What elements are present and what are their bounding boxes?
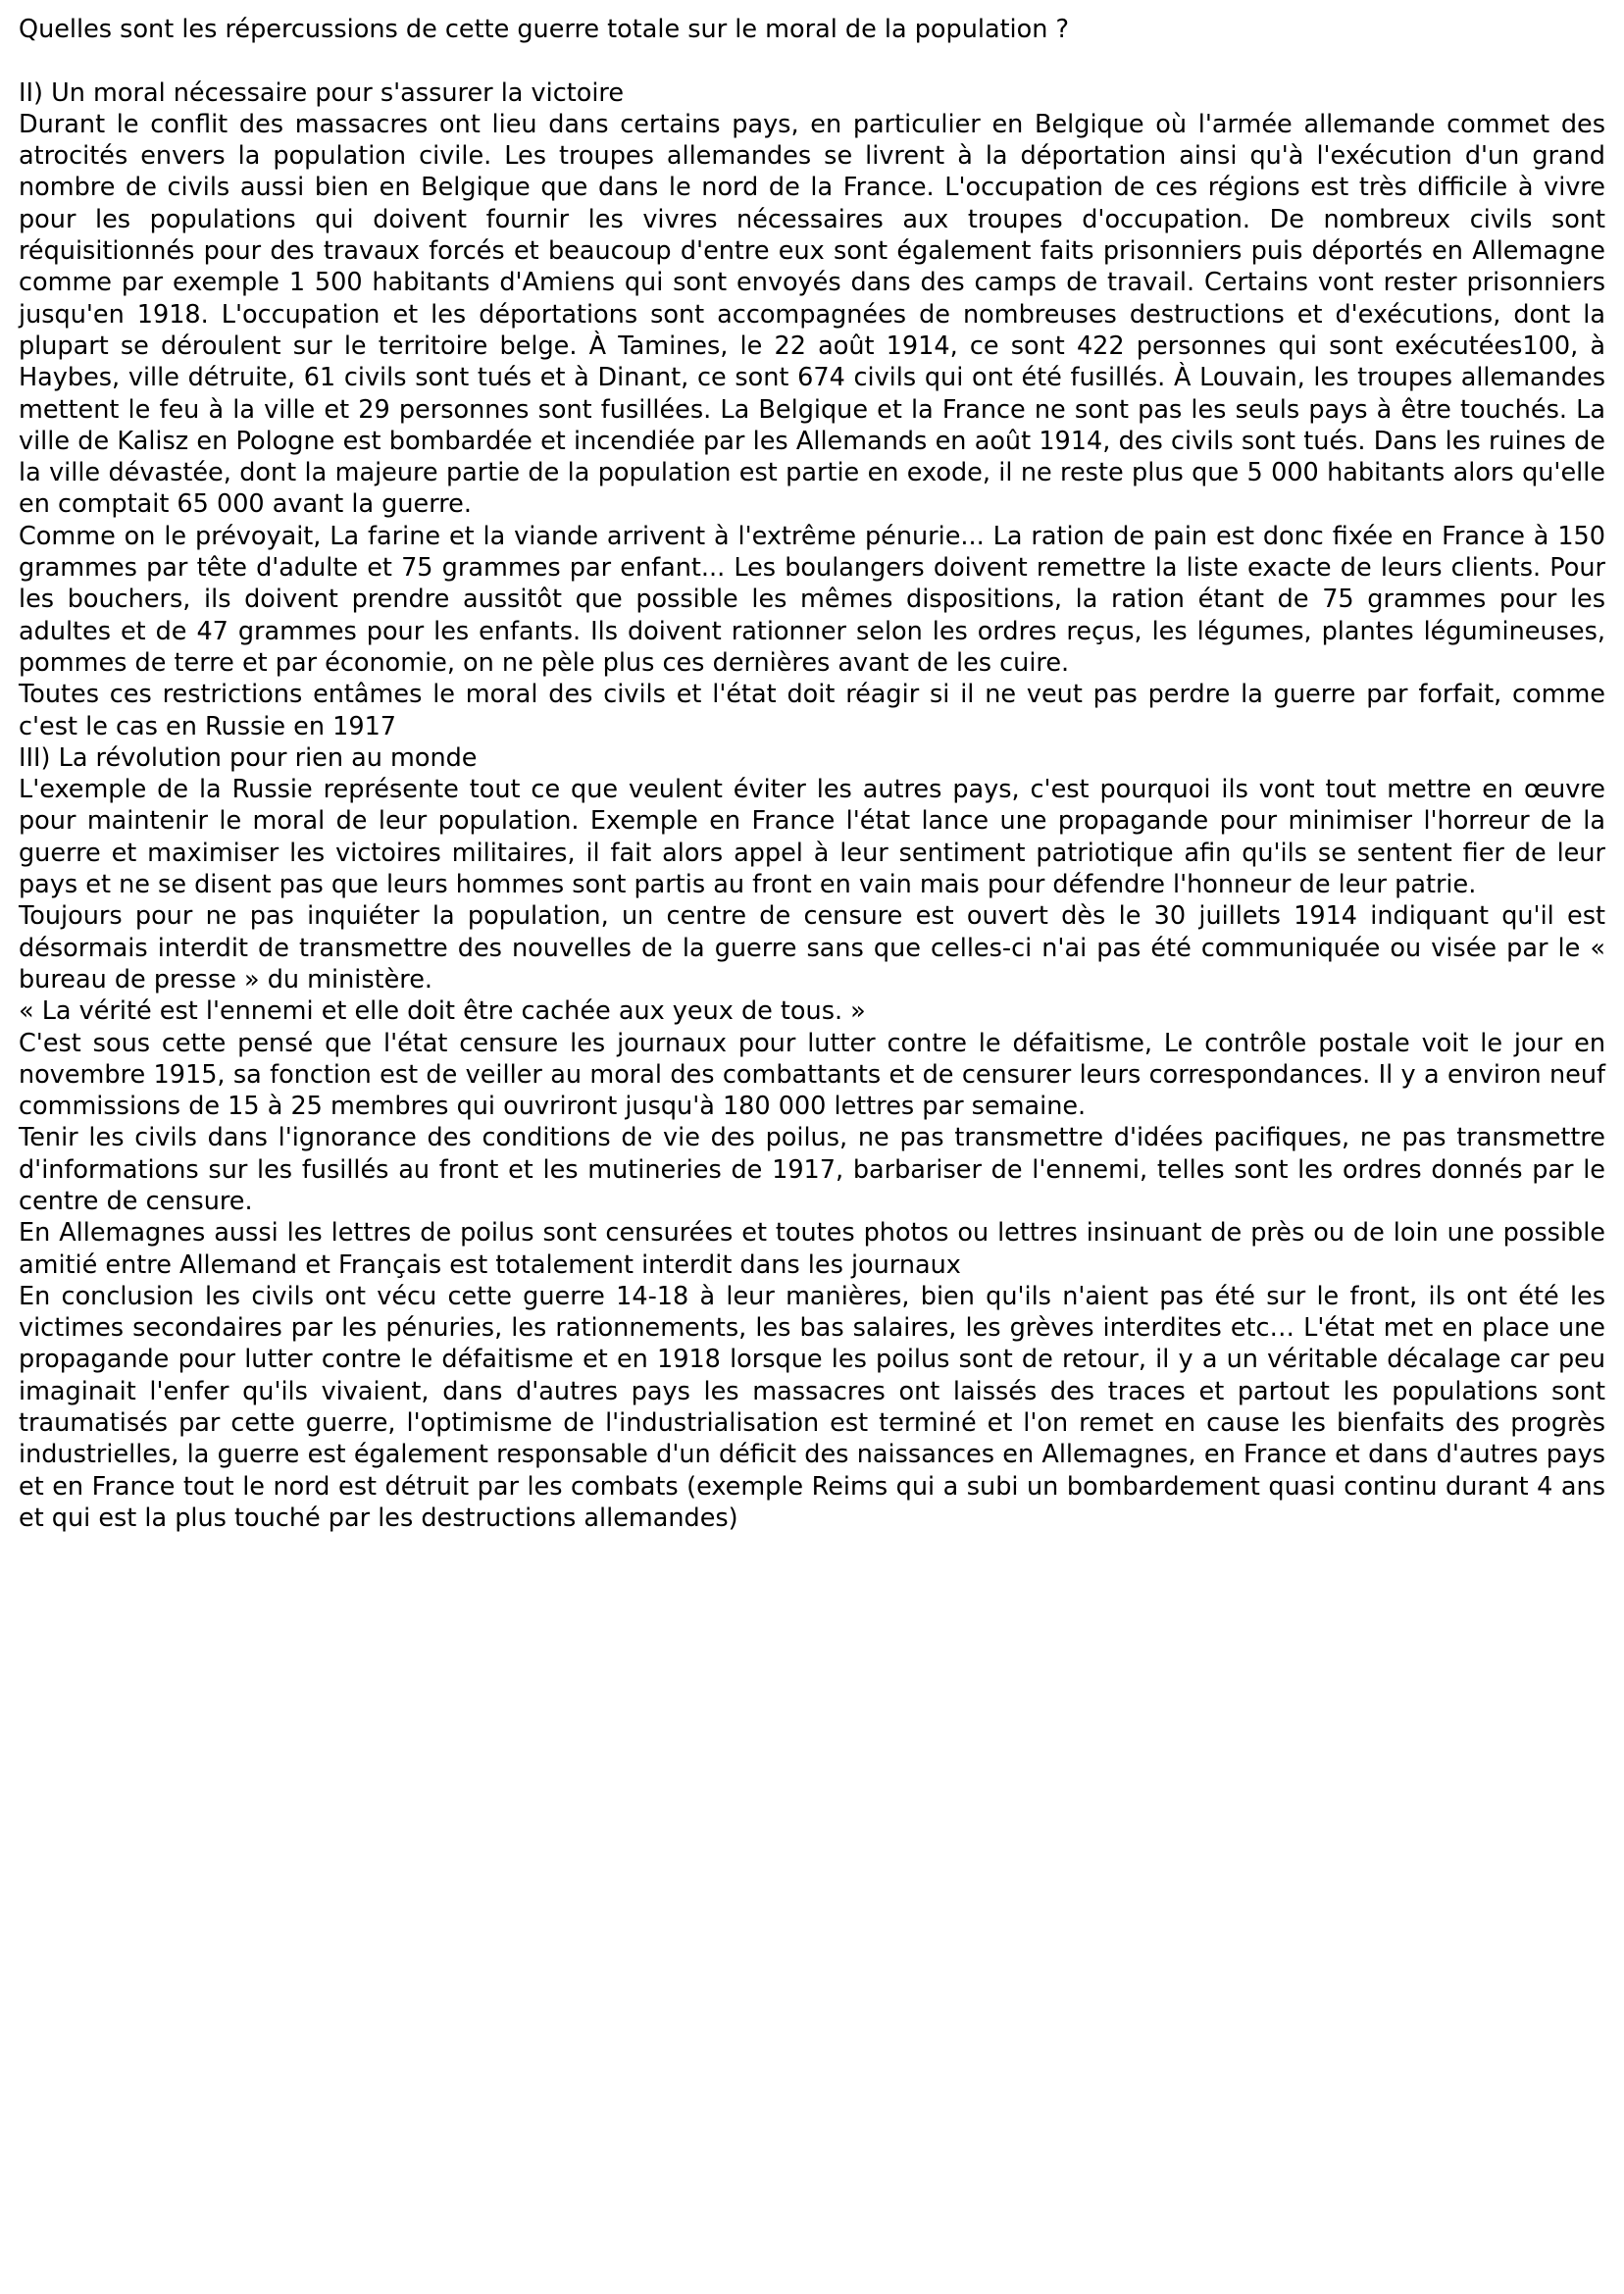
paragraph-restrictions: Toutes ces restrictions entâmes le moral des civils et l'état doit réagir si il ne veut pas perdre la guerre par forfait, comme c'est le cas en Russie en 1917 bbox=[19, 680, 1605, 741]
paragraph-censorship-orders: Tenir les civils dans l'ignorance des conditions de vie des poilus, ne pas transmettre d'idées pacifiques, ne pas transmettre d'informations sur les fusillés au front et les mutineries de 1917, barbariser de l'ennemi, telles sont les ordres donnés par le centre de censure. bbox=[19, 1123, 1605, 1216]
paragraph-conclusion: En conclusion les civils ont vécu cette guerre 14-18 à leur manières, bien qu'ils n'aient pas été sur le front, ils ont été les victimes secondaires par les pénuries, les rationnements, les bas salaires, les grèves interdites etc… L'état met en place une propagande pour lutter contre le défaitisme et en 1918 lorsque les poilus sont de retour, il y a un véritable décalage car peu imaginait l'enfer qu'ils vivaient, dans d'autres pays les massacres ont laissés des traces et partout les populations sont traumatisés par cette guerre, l'optimisme de l'industrialisation est terminé et l'on remet en cause les bienfaits des progrès industrielles, la guerre est également responsable d'un déficit des naissances en Allemagnes, en France et dans d'autres pays et en France tout le nord est détruit par les combats (exemple Reims qui a subi un bombardement quasi continu durant 4 ans et qui est la plus touché par les destructions allemandes) bbox=[19, 1281, 1605, 1533]
paragraph-propaganda: L'exemple de la Russie représente tout ce que veulent éviter les autres pays, c'est pourquoi ils vont tout mettre en œuvre pour maintenir le moral de leur population. Exemple en France l'état lance une propagande pour minimiser l'horreur de la guerre et maximiser les victoires militaires, il fait alors appel à leur sentiment patriotique afin qu'ils se sentent fier de leur pays et ne se disent pas que leurs hommes sont partis au front en vain mais pour défendre l'honneur de leur patrie. bbox=[19, 775, 1605, 900]
paragraph-massacres: Durant le conflit des massacres ont lieu dans certains pays, en particulier en Belgique où l'armée allemande commet des atrocités envers la population civile. Les troupes allemandes se livrent à la déportation ainsi qu'à l'exécution d'un grand nombre de civils aussi bien en Belgique que dans le nord de la France. L'occupation de ces régions est très difficile à vivre pour les populations qui doivent fournir les vivres nécessaires aux troupes d'occupation. De nombreux civils sont réquisitionnés pour des travaux forcés et beaucoup d'entre eux sont également faits prisonniers puis déportés en Allemagne comme par exemple 1 500 habitants d'Amiens qui sont envoyés dans des camps de travail. Certains vont rester prisonniers jusqu'en 1918. L'occupation et les déportations sont accompagnées de nombreuses destructions et d'exécutions, dont la plupart se déroulent sur le territoire belge. À Tamines, le 22 août 1914, ce sont 422 personnes qui sont exécutées100, à Haybes, ville détruite, 61 civils sont tués et à Dinant, ce sont 674 civils qui ont été fusillés. À Louvain, les troupes allemandes mettent le feu à la ville et 29 personnes sont fusillées. La Belgique et la France ne sont pas les seuls pays à être touchés. La ville de Kalisz en Pologne est bombardée et incendiée par les Allemands en août 1914, des civils sont tués. Dans les ruines de la ville dévastée, dont la majeure partie de la population est partie en exode, il ne reste plus que 5 000 habitants alors qu'elle en comptait 65 000 avant la guerre. bbox=[19, 109, 1605, 520]
paragraph-germany-censorship: En Allemagnes aussi les lettres de poilus sont censurées et toutes photos ou lettres insinuant de près ou de loin une possible amitié entre Allemand et Français est totalement interdit dans les journaux bbox=[19, 1218, 1605, 1280]
paragraph-censorship-center: Toujours pour ne pas inquiéter la population, un centre de censure est ouvert dès le 30 juillets 1914 indiquant qu'il est désormais interdit de transmettre des nouvelles de la guerre sans que celles-ci n'ai pas été communiquée ou visée par le « bureau de presse » du ministère. bbox=[19, 901, 1605, 994]
section-2-heading: II) Un moral nécessaire pour s'assurer la victoire bbox=[19, 77, 625, 108]
blank-line bbox=[19, 45, 1605, 76]
document-page bbox=[19, 14, 1605, 1534]
section-3-heading: III) La révolution pour rien au monde bbox=[19, 742, 478, 773]
intro-question: Quelles sont les répercussions de cette guerre totale sur le moral de la population ? bbox=[19, 15, 1070, 44]
paragraph-rationing: Comme on le prévoyait, La farine et la viande arrivent à l'extrême pénurie... La ration de pain est donc fixée en France à 150 grammes par tête d'adulte et 75 grammes par enfant... Les boulangers doivent remettre la liste exacte de leurs clients. Pour les bouchers, ils doivent prendre aussitôt que possible les mêmes dispositions, la ration étant de 75 grammes pour les adultes et de 47 grammes pour les enfants. Ils doivent rationner selon les ordres reçus, les légumes, plantes légumineuses, pommes de terre et par économie, on ne pèle plus ces dernières avant de les cuire. bbox=[19, 521, 1605, 678]
quote-line: « La vérité est l'ennemi et elle doit être cachée aux yeux de tous. » bbox=[19, 996, 866, 1027]
paragraph-postal-control: C'est sous cette pensé que l'état censure les journaux pour lutter contre le défaitisme, Le contrôle postale voit le jour en novembre 1915, sa fonction est de veiller au moral des combattants et de censurer leurs correspondances. Il y a environ neuf commissions de 15 à 25 membres qui ouvriront jusqu'à 180 000 lettres par semaine. bbox=[19, 1028, 1605, 1122]
